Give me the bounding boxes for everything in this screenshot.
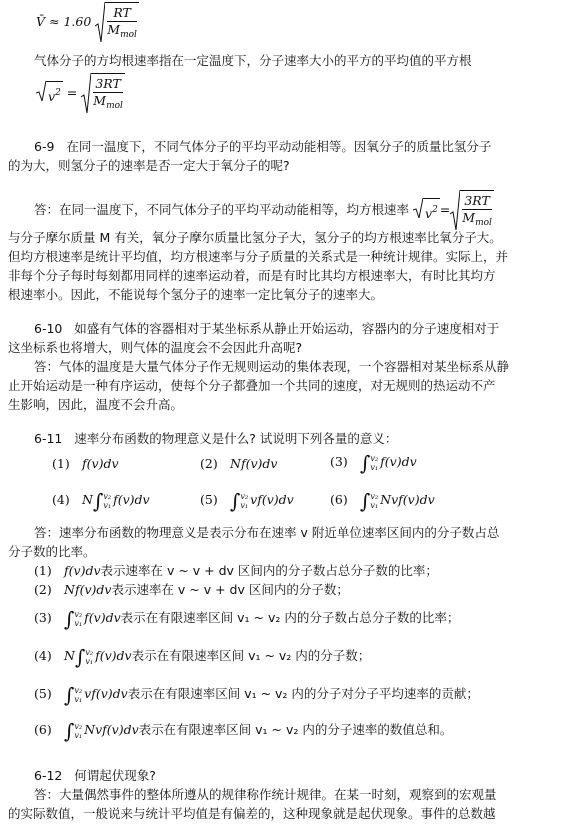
integral-limits: v₂ v₁ <box>370 453 379 472</box>
answer-prefix: 答：在同一温度下，不同气体分子的平均平动动能相等，均方根速率 <box>34 202 410 217</box>
frac-denominator: M <box>107 22 121 37</box>
integral-limits: v₂ v₁ <box>74 609 83 628</box>
q611-item-1 <box>52 454 119 473</box>
q611-answer-line2: 分子数的比率。 <box>8 544 96 559</box>
sqrt-symbol <box>450 190 494 231</box>
rms-sup: 2 <box>432 205 438 215</box>
item-label: (6) <box>34 722 52 737</box>
q611-explanation-6 <box>34 720 452 741</box>
item-label: (3) <box>34 610 52 625</box>
integral-sign: ∫ <box>64 683 75 707</box>
explanation-text: 表示在有限速率区间 v₁ ~ v₂ 内的分子数； <box>131 648 371 663</box>
equals-sign: = <box>66 85 78 100</box>
q610-answer-line: 止开始运动是一种有序运动，使每个分子都叠加一个共同的速度，对无规则的热运动不产 <box>8 378 496 393</box>
item-label: (4) <box>34 648 52 663</box>
rms-definition: 气体分子的方均根速率指在一定温度下，分子速率大小的平方的平均值的平方根 <box>34 53 472 68</box>
frac-denominator: M <box>462 210 476 225</box>
q611-item-3 <box>330 452 417 473</box>
question-text: 如盛有气体的容器相对于某坐标系从静止开始运动，容器内的分子速度相对于 <box>74 321 500 336</box>
q612-answer-line: 的实际数值，一般说来与统计平均值是有偏差的，这种现象就是起伏现象。事件的总数越 <box>8 806 496 821</box>
avg-speed-lhs: V̄ ≈ 1.60 <box>36 14 92 29</box>
q611-explanation-2 <box>34 580 349 599</box>
q611-item-6 <box>330 490 435 511</box>
frac-denominator-sub: mol <box>120 30 137 40</box>
q69-answer-prefix <box>34 190 556 231</box>
explanation-text: 表示在有限速率区间 v₁ ~ v₂ 内的分子速率的数值总和。 <box>138 722 453 737</box>
frac-denominator-sub: mol <box>106 101 123 111</box>
rms-sup: 2 <box>55 88 61 98</box>
item-expr: Nvf(v)dv <box>84 722 139 737</box>
question-text: 何谓起伏现象? <box>74 768 156 783</box>
item-label: (6) <box>330 492 348 507</box>
item-expr: f(v)dv <box>113 492 150 507</box>
q611-explanation-5 <box>34 684 479 705</box>
item-label: (1) <box>52 456 70 471</box>
frac-numerator: 3RT <box>93 76 123 93</box>
sqrt-symbol <box>81 73 125 114</box>
q69-question-line1 <box>34 137 556 156</box>
q611-answer-line1: 答：速率分布函数的物理意义是表示分布在速率 v 附近单位速率区间内的分子数占总 <box>34 525 500 540</box>
item-expr: Nvf(v)dv <box>380 492 435 507</box>
sqrt-symbol <box>95 2 139 43</box>
item-expr: f(v)dv <box>82 456 119 471</box>
item-expr: vf(v)dv <box>250 492 294 507</box>
integral-sign: ∫ <box>64 607 75 631</box>
integral-sign: ∫ <box>360 489 371 513</box>
q611-item-2 <box>200 454 277 473</box>
explanation-text: 表示在有限速率区间 v₁ ~ v₂ 内的分子对分子平均速率的贡献； <box>127 686 479 701</box>
rms-formula <box>36 73 125 114</box>
explanation-text: 表示速率在 v ~ v + dv 区间内的分子数； <box>111 582 349 597</box>
integral-limits: v₂ v₁ <box>370 491 379 510</box>
rms-v: v <box>425 206 433 221</box>
integral-limits: v₂ v₁ <box>74 685 83 704</box>
question-number: 6-12 <box>34 768 63 783</box>
item-label: (5) <box>200 492 218 507</box>
item-label: (4) <box>52 492 70 507</box>
question-text: 在同一温度下，不同气体分子的平均平动动能相等。因氧分子的质量比氢分子 <box>66 139 492 154</box>
q611-item-4 <box>52 490 150 511</box>
frac-numerator: 3RT <box>462 193 492 210</box>
n-coefficient: N <box>82 492 93 507</box>
item-expr: Nf(v)dv <box>230 456 278 471</box>
q611-question <box>34 429 556 448</box>
explanation-text: 表示在有限速率区间 v₁ ~ v₂ 内的分子数占总分子数的比率； <box>120 610 460 625</box>
question-text: 速率分布函数的物理意义是什么? 试说明下列各量的意义： <box>74 431 398 446</box>
question-number: 6-10 <box>34 321 63 336</box>
q69-answer-line: 根速率小。因此，不能说每个氢分子的速率一定比氧分子的速率大。 <box>8 287 384 302</box>
q69-answer-line: 但均方根速率是统计平均值，均方根速率与分子质量的关系式是一种统计规律。实际上，并 <box>8 249 509 264</box>
integral-sign: ∫ <box>92 489 104 513</box>
q611-explanation-4 <box>34 646 370 667</box>
frac-numerator: RT <box>107 5 137 22</box>
q69-question-line2: 的为大，则氢分子的速率是否一定大于氧分子的呢? <box>8 158 290 173</box>
item-label: (3) <box>330 454 348 469</box>
integral-limits: v₂ v₁ <box>240 491 249 510</box>
item-expr: Nf(v)dv <box>64 582 112 597</box>
q610-question-line1 <box>34 319 556 338</box>
item-expr: vf(v)dv <box>84 686 128 701</box>
integral-sign: ∫ <box>230 489 241 513</box>
item-label: (2) <box>200 456 218 471</box>
q69-answer-line: 非每个分子每时每刻都用同样的速率运动着，而是有时比其均方根速率大，有时比其均方 <box>8 268 496 283</box>
item-expr: f(v)dv <box>64 563 101 578</box>
integral-sign: ∫ <box>74 645 86 669</box>
q612-question <box>34 766 556 785</box>
item-expr: f(v)dv <box>84 610 121 625</box>
integral-limits: v₂ v₁ <box>74 721 83 740</box>
rms-v: v <box>48 89 56 104</box>
q612-answer-line: 答：大量偶然事件的整体所遵从的规律称作统计规律。在某一时刻，观察到的宏观量 <box>34 787 497 802</box>
item-expr: f(v)dv <box>380 454 417 469</box>
n-coefficient: N <box>64 648 75 663</box>
explanation-text: 表示速率在 v ~ v + dv 区间内的分子数占总分子数的比率； <box>100 563 438 578</box>
q610-answer-line: 生影响，因此，温度不会升高。 <box>8 397 184 412</box>
integral-limits: v₂ v₁ <box>103 491 112 510</box>
q69-answer-line: 与分子摩尔质量 M 有关，氧分子摩尔质量比氢分子大，氢分子的均方根速率比氧分子大。 <box>8 230 502 245</box>
q610-question-line2: 这坐标系也将增大，则气体的温度会不会因此升高呢? <box>8 340 303 355</box>
question-number: 6-9 <box>34 139 55 154</box>
rms-inline-formula <box>413 193 494 228</box>
q611-item-5 <box>200 490 294 511</box>
frac-denominator-sub: mol <box>475 218 492 228</box>
q611-explanation-1 <box>34 561 438 580</box>
sqrt-symbol <box>413 198 440 223</box>
q611-explanation-3 <box>34 608 459 629</box>
equals-sign: = <box>439 202 451 217</box>
item-label: (1) <box>34 563 52 578</box>
q610-answer-line: 答：气体的温度是大量气体分子作无规则运动的集体表现，一个容器相对某坐标系从静 <box>34 359 510 374</box>
integral-sign: ∫ <box>64 719 75 743</box>
avg-speed-formula <box>36 2 139 43</box>
sqrt-symbol <box>36 81 63 106</box>
item-label: (2) <box>34 582 52 597</box>
frac-denominator: M <box>93 93 107 108</box>
integral-sign: ∫ <box>360 451 371 475</box>
integral-limits: v₂ v₁ <box>85 647 94 666</box>
item-expr: f(v)dv <box>95 648 132 663</box>
item-label: (5) <box>34 686 52 701</box>
question-number: 6-11 <box>34 431 63 446</box>
